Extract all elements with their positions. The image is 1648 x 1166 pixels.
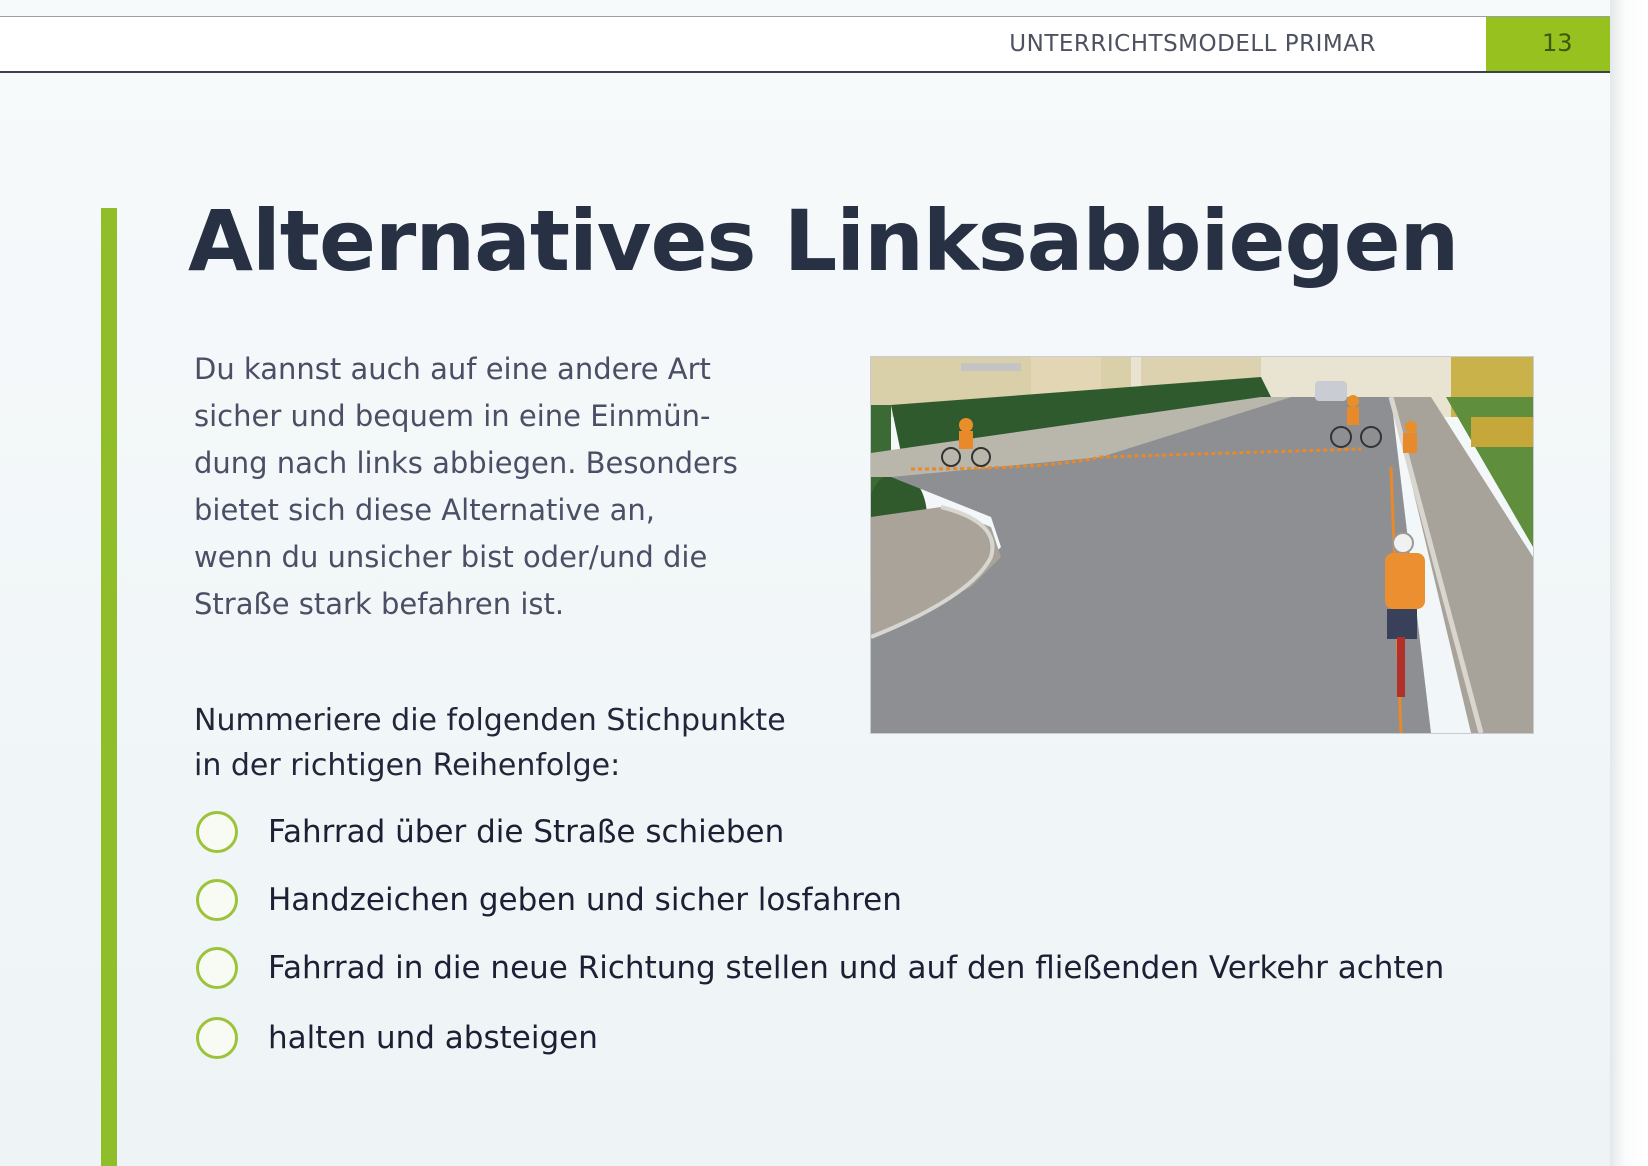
page-number: 13	[1542, 29, 1573, 57]
number-circle-input[interactable]	[196, 879, 238, 921]
street-photo-icon	[871, 357, 1533, 733]
task-item	[196, 1012, 598, 1064]
page-title: Alternatives Linksabbiegen	[188, 192, 1459, 290]
task-item	[196, 942, 1444, 994]
number-circle-input[interactable]	[196, 1017, 238, 1059]
task-label: Handzeichen geben und sicher losfahren	[268, 882, 902, 918]
instruction-line: in der richtigen Reihenfolge:	[194, 748, 621, 783]
intro-line: dung nach links abbiegen. Besonders	[194, 446, 738, 480]
instruction-line: Nummeriere die folgenden Stichpunkte	[194, 703, 786, 738]
task-label: halten und absteigen	[268, 1020, 598, 1056]
intro-line: sicher und bequem in eine Einmün-	[194, 399, 711, 433]
street-photo	[870, 356, 1534, 734]
task-item	[196, 874, 902, 926]
number-circle-input[interactable]	[196, 947, 238, 989]
intro-line: bietet sich diese Alternative an,	[194, 493, 655, 527]
left-accent-bar	[101, 208, 117, 1166]
intro-paragraph	[194, 346, 834, 628]
task-instruction	[194, 698, 834, 788]
intro-line: Straße stark befahren ist.	[194, 587, 565, 621]
page-header	[0, 16, 1636, 73]
task-label: Fahrrad in die neue Richtung stellen und auf den fließenden Verkehr achten	[268, 950, 1445, 986]
number-circle-input[interactable]	[196, 811, 238, 853]
task-item	[196, 806, 784, 858]
series-label: UNTERRICHTSMODELL PRIMAR	[1009, 31, 1376, 57]
page-edge	[1610, 0, 1648, 1166]
intro-line: Du kannst auch auf eine andere Art	[194, 352, 711, 386]
intro-line: wenn du unsicher bist oder/und die	[194, 540, 708, 574]
task-label: Fahrrad über die Straße schieben	[268, 814, 785, 850]
